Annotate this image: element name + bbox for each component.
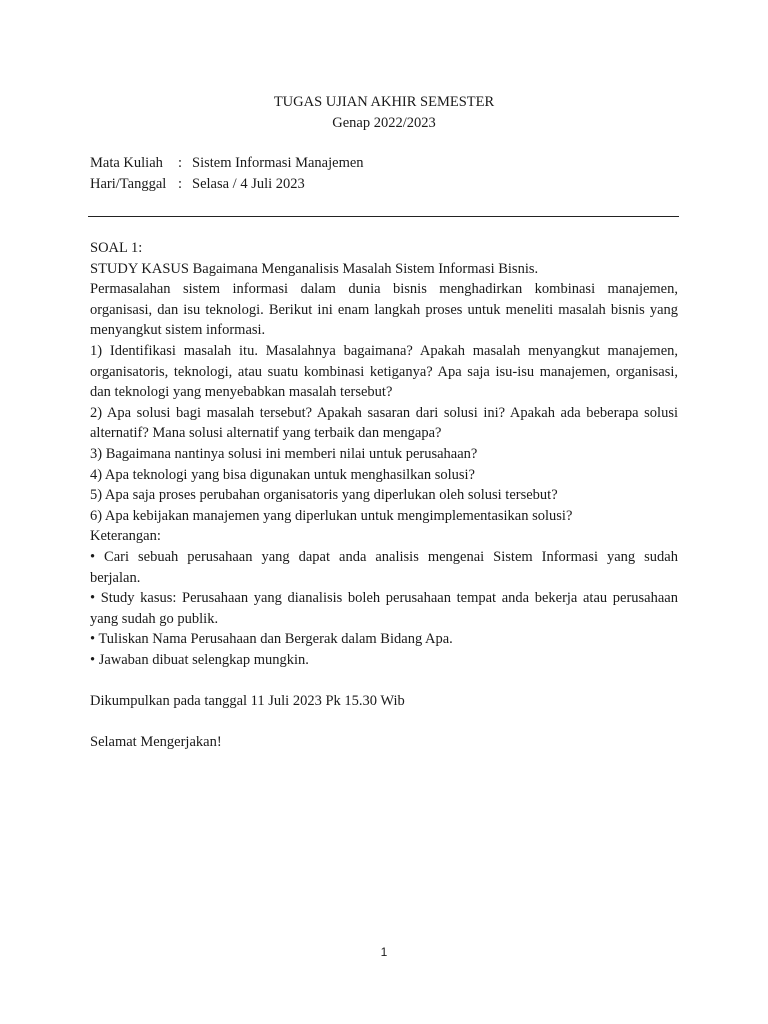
step-1-line: organisatoris, teknologi, atau suatu kombinasi ketiganya? Apa saja isu-isu manajemen, organisasi,: [90, 363, 678, 380]
note-4: • Jawaban dibuat selengkap mungkin.: [90, 651, 309, 668]
note-2-line: • Study kasus: Perusahaan yang dianalisis boleh perusahaan tempat anda bekerja atau perusahaan: [90, 590, 678, 607]
document-subtitle: Genap 2022/2023: [332, 115, 436, 131]
date-row: [90, 174, 305, 194]
question-body: [90, 238, 678, 753]
step-2-line: alternatif? Mana solusi alternatif yang terbaik dan mengapa?: [90, 425, 442, 442]
step-1-line: 1) Identifikasi masalah itu. Masalahnya bagaimana? Apakah masalah menyangkut manajemen,: [90, 342, 678, 359]
note-3: • Tuliskan Nama Perusahaan dan Bergerak dalam Bidang Apa.: [90, 631, 453, 648]
notes-heading: Keterangan:: [90, 528, 161, 545]
spacer: [90, 712, 678, 733]
note-1-line: berjalan.: [90, 569, 141, 586]
date-label: Hari/Tanggal: [90, 176, 167, 192]
intro-line: Permasalahan sistem informasi dalam dunia bisnis menghadirkan kombinasi manajemen,: [90, 281, 678, 298]
course-separator: :: [178, 155, 183, 171]
document-title: TUGAS UJIAN AKHIR SEMESTER: [273, 94, 495, 110]
page-number: 1: [380, 945, 388, 959]
step-6: 6) Apa kebijakan manajemen yang diperlukan untuk mengimplementasikan solusi?: [90, 507, 573, 524]
spacer: [90, 670, 678, 691]
course-value: Sistem Informasi Manajemen: [192, 155, 364, 171]
course-label: Mata Kuliah: [90, 155, 163, 171]
date-value: Selasa / 4 Juli 2023: [192, 176, 305, 192]
closing-text: Selamat Mengerjakan!: [90, 734, 222, 751]
course-row: [90, 153, 364, 173]
date-separator: :: [178, 176, 183, 192]
step-2-line: 2) Apa solusi bagi masalah tersebut? Apakah sasaran dari solusi ini? Apakah ada beberapa solusi: [90, 404, 678, 421]
step-3: 3) Bagaimana nantinya solusi ini memberi nilai untuk perusahaan?: [90, 445, 478, 462]
step-1-line: dan teknologi yang menyebabkan masalah tersebut?: [90, 384, 393, 401]
question-heading: SOAL 1:: [90, 240, 143, 256]
intro-line: organisasi, dan isu teknologi. Berikut ini enam langkah proses untuk meneliti masalah bisnis yang: [90, 301, 678, 318]
case-title: STUDY KASUS Bagaimana Menganalisis Masalah Sistem Informasi Bisnis.: [90, 260, 539, 277]
step-4: 4) Apa teknologi yang bisa digunakan untuk menghasilkan solusi?: [90, 466, 475, 483]
note-1-line: • Cari sebuah perusahaan yang dapat anda analisis mengenai Sistem Informasi yang sudah: [90, 548, 678, 565]
header-divider: [88, 216, 679, 217]
note-2-line: yang sudah go publik.: [90, 610, 219, 627]
deadline-text: Dikumpulkan pada tanggal 11 Juli 2023 Pk 15.30 Wib: [90, 693, 405, 710]
step-5: 5) Apa saja proses perubahan organisatoris yang diperlukan oleh solusi tersebut?: [90, 487, 558, 504]
intro-line: menyangkut sistem informasi.: [90, 322, 266, 339]
